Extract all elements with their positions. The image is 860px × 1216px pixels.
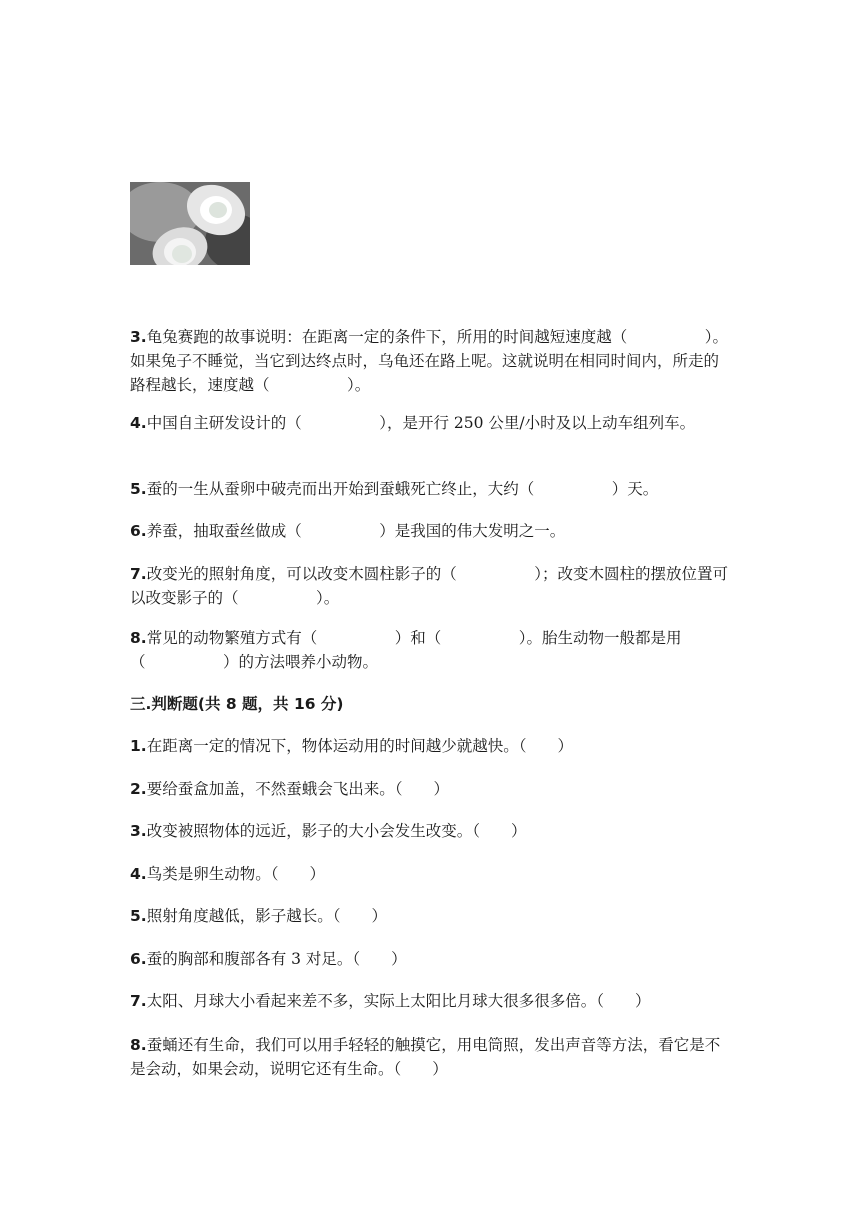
question-number: 6.	[130, 522, 147, 540]
question-text: 常见的动物繁殖方式有（ ）和（ ）。胎生动物一般都是用（ ）的方法喂养小动物。	[130, 629, 682, 671]
question-text: 龟兔赛跑的故事说明：在距离一定的条件下，所用的时间越短速度越（ ）。如果兔子不睡觉，当它到达终点时，乌龟还在路上呢。这就说明在相同时间内，所走的路程越长，速度越（ ）。	[130, 328, 728, 394]
egg-illustration	[130, 182, 250, 265]
question-number: 4.	[130, 414, 147, 432]
fill-question-8	[130, 626, 730, 674]
question-text: 照射角度越低，影子越长。（ ）	[146, 907, 387, 925]
duck-egg-photo	[130, 182, 250, 265]
judge-question-4	[130, 862, 730, 886]
fill-question-4	[130, 411, 730, 435]
question-text: 改变光的照射角度，可以改变木圆柱影子的（ ）；改变木圆柱的摆放位置可以改变影子的（ ）。	[130, 565, 728, 607]
judge-question-1	[130, 734, 730, 758]
question-text: 鸟类是卵生动物。（ ）	[146, 865, 325, 883]
question-text: 改变被照物体的远近，影子的大小会发生改变。（ ）	[146, 822, 527, 840]
question-number: 8.	[130, 629, 147, 647]
question-number: 5.	[130, 480, 147, 498]
question-text: 蚕的胸部和腹部各有 3 对足。（ ）	[146, 950, 407, 968]
question-text: 蚕蛹还有生命，我们可以用手轻轻的触摸它，用电筒照，发出声音等方法，看它是不是会动，如果会动，说明它还有生命。（ ）	[130, 1036, 721, 1078]
judge-question-3	[130, 819, 730, 843]
question-number: 5.	[130, 907, 147, 925]
judge-question-2	[130, 777, 730, 801]
fill-question-3	[130, 325, 730, 397]
fill-question-6	[130, 519, 730, 543]
question-text: 在距离一定的情况下，物体运动用的时间越少就越快。（ ）	[146, 737, 573, 755]
question-number: 4.	[130, 865, 147, 883]
question-text: 太阳、月球大小看起来差不多，实际上太阳比月球大很多很多倍。（ ）	[146, 992, 651, 1010]
question-number: 7.	[130, 992, 147, 1010]
question-number: 3.	[130, 822, 147, 840]
judge-question-5	[130, 904, 730, 928]
section-title-judge: 三.判断题(共 8 题，共 16 分)	[130, 695, 344, 713]
question-text: 要给蚕盒加盖，不然蚕蛾会飞出来。（ ）	[146, 780, 449, 798]
question-text: 中国自主研发设计的（ ），是开行 250 公里/小时及以上动车组列车。	[146, 414, 696, 432]
question-number: 1.	[130, 737, 147, 755]
question-number: 3.	[130, 328, 147, 346]
fill-question-5	[130, 477, 730, 501]
fill-question-7	[130, 562, 730, 610]
question-number: 2.	[130, 780, 147, 798]
question-number: 8.	[130, 1036, 147, 1054]
judge-question-6	[130, 947, 730, 971]
question-text: 蚕的一生从蚕卵中破壳而出开始到蚕蛾死亡终止，大约（ ）天。	[146, 480, 659, 498]
question-number: 7.	[130, 565, 147, 583]
question-number: 6.	[130, 950, 147, 968]
judge-question-8	[130, 1033, 730, 1081]
question-text: 养蚕，抽取蚕丝做成（ ）是我国的伟大发明之一。	[146, 522, 566, 540]
judge-question-7	[130, 989, 730, 1013]
